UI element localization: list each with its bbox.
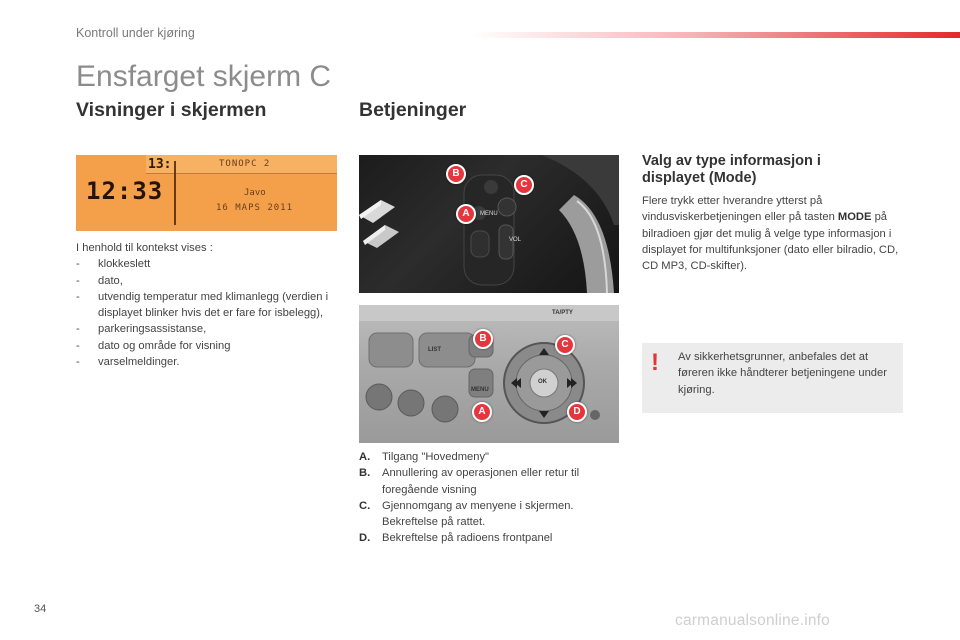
steering-wheel-illustration [359, 155, 619, 293]
header-accent-rule [470, 32, 960, 38]
legend-row: A. Tilgang "Hovedmeny" [359, 451, 490, 463]
photo2-ta-label: TA/PTY [552, 310, 573, 316]
photo2-ok-label: OK [538, 379, 547, 385]
watermark: carmanualsonline.info [675, 612, 830, 629]
display-item-list [76, 256, 338, 370]
radio-panel-illustration [359, 305, 619, 443]
lcd-divider [174, 161, 176, 225]
badge-c: C [514, 175, 534, 195]
steering-wheel-photo [359, 155, 619, 293]
badge-c: C [555, 335, 575, 355]
mode-heading: Valg av type informasjon i displayet (Mode) [642, 153, 821, 186]
badge-a: A [456, 204, 476, 224]
list-item: - varselmeldinger. [76, 356, 180, 369]
list-item: - parkeringsassistanse, [76, 323, 207, 336]
legend-row: C. Gjennomgang av menyene i skjermen. Bekreftelse på rattet. [359, 499, 574, 529]
display-intro: I henhold til kontekst vises : [76, 242, 213, 254]
warning-text: Av sikkerhetsgrunner, anbefales det at føreren ikke håndterer betjeningene under kjøring. [678, 351, 887, 396]
lcd-display-image [76, 155, 337, 231]
controls-legend [359, 449, 621, 547]
section-header: Kontroll under kjøring [76, 26, 195, 40]
safety-warning-box [642, 343, 903, 413]
radio-panel-photo [359, 305, 619, 443]
display-description [76, 240, 338, 370]
lcd-line1: Javo [244, 188, 266, 198]
list-item: - dato og område for visning [76, 339, 231, 352]
display-heading: Visninger i skjermen [76, 99, 267, 121]
photo1-vol-label: VOL [509, 237, 522, 243]
lcd-top-left: 13: [148, 157, 172, 172]
page-title: Ensfarget skjerm C [76, 60, 332, 93]
mode-description: Flere trykk etter hverandre ytterst på vindusviskerbetjeningen eller på tasten MODE på bilradioen gjør det mulig å velge type informasjon i displayet for multifunksjoner (dato eller bilradio, CD, CD MP3, CD-skifter). [642, 195, 899, 273]
badge-d: D [567, 402, 587, 422]
page-number: 34 [34, 603, 47, 615]
legend-row: B. Annullering av operasjonen eller retur til foregående visning [359, 467, 580, 496]
warning-icon: ! [651, 349, 659, 376]
lcd-line2: 16 MAPS 2011 [216, 203, 294, 213]
photo1-menu-label: MENU [480, 211, 498, 217]
list-item: - klokkeslett [76, 258, 151, 271]
lcd-top-right: TONOPC 2 [219, 159, 271, 169]
badge-a: A [472, 402, 492, 422]
badge-b: B [446, 164, 466, 184]
controls-heading: Betjeninger [359, 99, 467, 121]
list-item: - dato, [76, 274, 123, 287]
badge-b: B [473, 329, 493, 349]
photo2-menu-label: MENU [471, 387, 489, 393]
list-item: - utvendig temperatur med klimanlegg (verdien i displayet blinker hvis det er fare for isbelegg), [76, 290, 329, 320]
lcd-time: 12:33 [86, 177, 164, 205]
legend-row: D. Bekreftelse på radioens frontpanel [359, 532, 553, 545]
photo2-list-label: LIST [428, 347, 441, 353]
